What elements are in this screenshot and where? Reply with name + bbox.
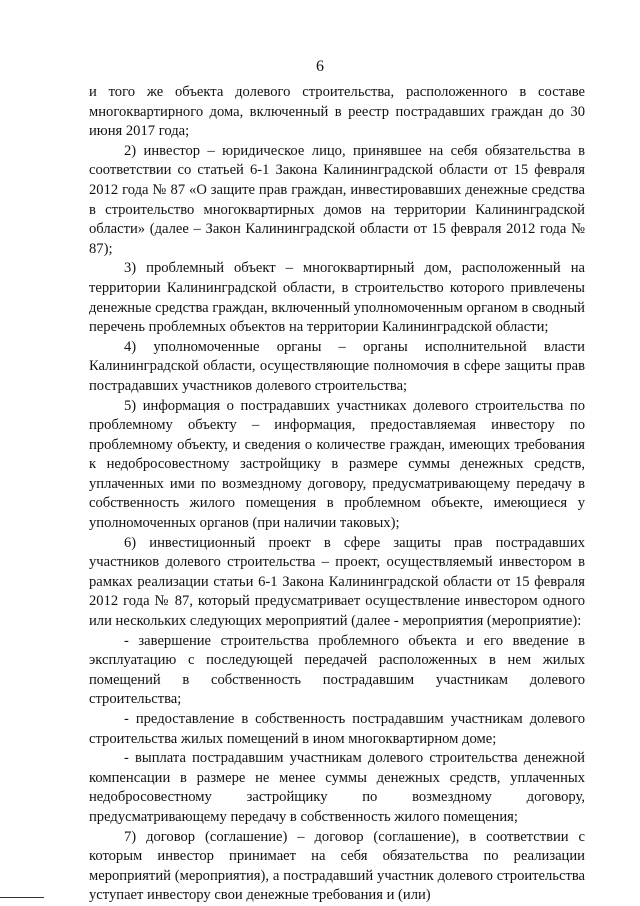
document-body [89,83,585,906]
paragraph-investor-definition: 2) инвестор – юридическое лицо, принявшее на себя обязательства в соответствии со статьей 6-1 Закона Калининградской области от 15 февраля 2012 года № 87 «О защите прав граждан, инвестировавших денежные средства в строительство многоквартирных домов на территории Калининградской области» (далее – Закон Калининградской области от 15 февраля 2012 года № 87); [89,142,585,257]
paragraph-investment-project-definition: 6) инвестиционный проект в сфере защиты прав пострадавших участников долевого строительства – проект, осуществляемый инвестором в рамках реализации статьи 6-1 Закона Калининградской области от 15 февраля 2012 года № 87, который предусматривает осуществление инвестором одного или нескольких следующих мероприятий (далее - мероприятия (мероприятие): [89,534,585,630]
list-item-completion-of-construction: - завершение строительства проблемного объекта и его введение в эксплуатацию с последующей передачей расположенных в нем жилых помещений в собственность пострадавшим участникам долевого строительства; [89,632,585,708]
paragraph-problem-object-definition: 3) проблемный объект – многоквартирный дом, расположенный на территории Калининградской области, в строительство которого привлечены денежные средства граждан, включенный уполномоченным органом в сводный перечень проблемных объектов на территории Калининградской области; [89,260,585,336]
paragraph-information-definition: 5) информация о пострадавших участниках долевого строительства по проблемному объекту – информация, предоставляемая инвестору по проблемному объекту, и сведения о количестве граждан, имеющих требования к недобросовестному застройщику в размере суммы денежных средств, уплаченных ими по возмездному договору, предусматривающему передачу в собственность жилого помещения в проблемном объекте, имеющиеся у уполномоченных органов (при наличии таковых); [89,397,585,532]
paragraph-continuation: и того же объекта долевого строительства, расположенного в составе многоквартирного дома, включенный в реестр пострадавших граждан до 30 июня 2017 года; [89,84,585,140]
scan-edge-mark [0,897,44,898]
list-item-provision-of-housing: - предоставление в собственность пострадавшим участникам долевого строительства жилых помещений в ином многоквартирном доме; [89,711,585,747]
page-number: 6 [316,58,324,75]
list-item-compensation-payment: - выплата пострадавшим участникам долевого строительства денежной компенсации в размере не менее суммы денежных средств, уплаченных недобросовестному застройщику по возмездному договору, предусматривающему передачу в собственность жилого помещения; [89,750,585,825]
paragraph-authorized-bodies-definition: 4) уполномоченные органы – органы исполнительной власти Калининградской области, осуществляющие полномочия в сфере защиты прав пострадавших участников долевого строительства; [89,338,585,394]
paragraph-agreement-definition: 7) договор (соглашение) – договор (соглашение), в соответствии с которым инвестор принимает на себя обязательства по реализации мероприятий (мероприятия), а пострадавший участник долевого строительства уступает инвестору свои денежные требования и (или) [89,828,585,904]
